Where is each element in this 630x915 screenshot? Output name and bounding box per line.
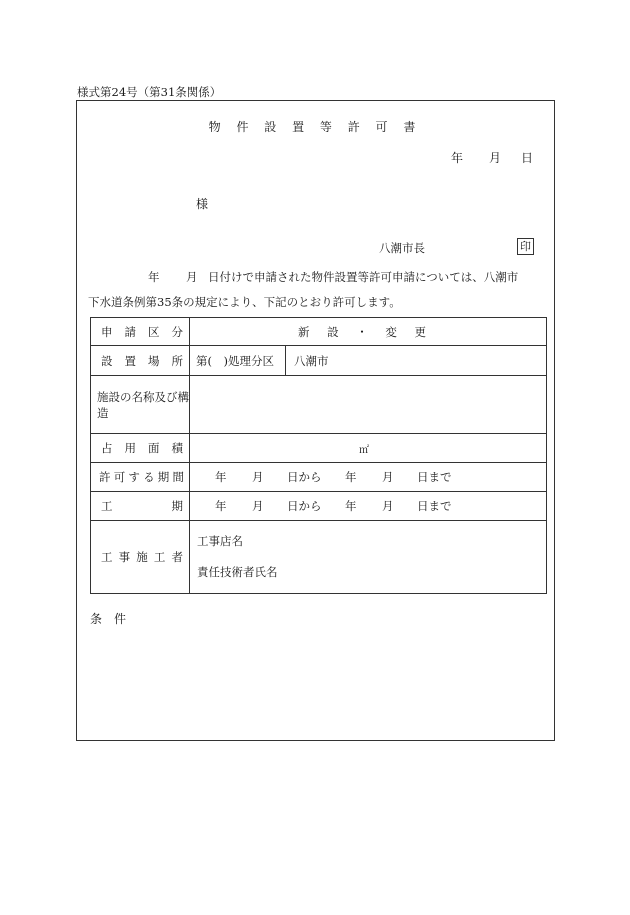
body-year: 年 (148, 270, 160, 284)
label-location (91, 346, 190, 376)
work-period-value[interactable] (190, 492, 547, 521)
permit-from-year: 年 (215, 470, 227, 484)
work-to-day: 日まで (417, 499, 452, 513)
label-char: 設 (101, 353, 113, 368)
application-type-options[interactable] (190, 318, 547, 346)
label-char: 用 (124, 441, 136, 455)
addressee-honorific: 様 (196, 197, 209, 211)
contractor-value[interactable] (190, 521, 547, 594)
row-contractor (91, 521, 547, 594)
body-rest: 日付けで申請された物件設置等許可申請については、八潮市 (208, 270, 519, 284)
label-char: 所 (171, 353, 183, 368)
label-char: 請 (124, 324, 136, 339)
label-char: 置 (124, 353, 136, 368)
label-area (91, 434, 190, 463)
company-name-label: 工事店名 (197, 534, 243, 548)
label-char: 申 (101, 324, 113, 339)
label-char: 工 (101, 550, 113, 564)
facility-value[interactable] (190, 376, 547, 434)
label-char: 施 (136, 550, 148, 564)
work-from-year: 年 (215, 499, 227, 513)
area-unit: ㎡ (359, 444, 369, 456)
permit-details-table (90, 317, 547, 594)
option-change-char2: 更 (414, 324, 426, 339)
label-char: 面 (148, 441, 160, 455)
issue-date-month: 月 (489, 151, 502, 165)
sewer-district-text: 第( )処理分区 (196, 353, 274, 368)
row-permit-period (91, 463, 547, 492)
option-new-char2: 設 (327, 324, 339, 339)
label-char: 許 (99, 470, 111, 484)
option-new-char1: 新 (298, 324, 310, 339)
label-contractor (91, 521, 190, 594)
issue-date-day: 日 (521, 151, 534, 165)
permit-to-year: 年 (345, 470, 357, 484)
work-to-month: 月 (382, 499, 394, 513)
label-char: 期 (171, 499, 183, 513)
body-month: 月 (186, 270, 198, 284)
label-char: 工 (153, 550, 166, 564)
issuer-name: 八潮市長 (379, 241, 425, 255)
row-application-type (91, 318, 547, 346)
label-char: 間 (172, 470, 184, 484)
label-char: 積 (171, 441, 183, 455)
label-char: る (143, 470, 155, 484)
row-area (91, 434, 547, 463)
issue-date-year: 年 (451, 151, 464, 165)
document-title: 物 件 設 置 等 許 可 書 (208, 120, 422, 134)
seal-mark: 印 (517, 238, 534, 255)
option-separator: ・ (356, 324, 368, 339)
chief-engineer-label: 責任技術者氏名 (197, 565, 278, 579)
permit-from-day: 日から (287, 470, 322, 484)
permit-from-month: 月 (252, 470, 264, 484)
row-work-period (91, 492, 547, 521)
row-location (91, 346, 547, 376)
label-char: す (128, 470, 140, 484)
conditions-label: 条 件 (90, 612, 127, 626)
permit-to-day: 日まで (417, 470, 452, 484)
sewer-district-field[interactable] (190, 346, 286, 375)
label-char: 可 (113, 470, 126, 484)
label-char: 分 (171, 324, 183, 339)
work-from-month: 月 (252, 499, 264, 513)
label-char: 工 (101, 499, 113, 513)
location-value[interactable] (190, 346, 547, 376)
label-permit-period (91, 463, 190, 492)
area-value[interactable] (190, 434, 547, 463)
city-text: 八潮市 (294, 353, 329, 368)
label-facility (91, 376, 190, 434)
option-change-char1: 変 (385, 324, 397, 339)
row-facility (91, 376, 547, 434)
permit-to-month: 月 (382, 470, 394, 484)
label-char: 場 (148, 353, 160, 368)
label-work-period (91, 492, 190, 521)
permit-period-value[interactable] (190, 463, 547, 492)
work-to-year: 年 (345, 499, 357, 513)
label-application-type (91, 318, 190, 346)
label-char: 期 (157, 470, 170, 484)
body-text-line-2: 下水道条例第35条の規定により、下記のとおり許可します。 (88, 295, 401, 309)
city-field[interactable] (286, 346, 329, 375)
form-number: 様式第24号（第31条関係） (77, 85, 222, 99)
label-char: 区 (148, 324, 160, 339)
label-char: 占 (101, 441, 113, 455)
facility-label-text: 施設の名称及び構造 (97, 389, 189, 420)
work-from-day: 日から (287, 499, 322, 513)
label-char: 者 (171, 550, 183, 564)
label-char: 事 (118, 550, 131, 564)
